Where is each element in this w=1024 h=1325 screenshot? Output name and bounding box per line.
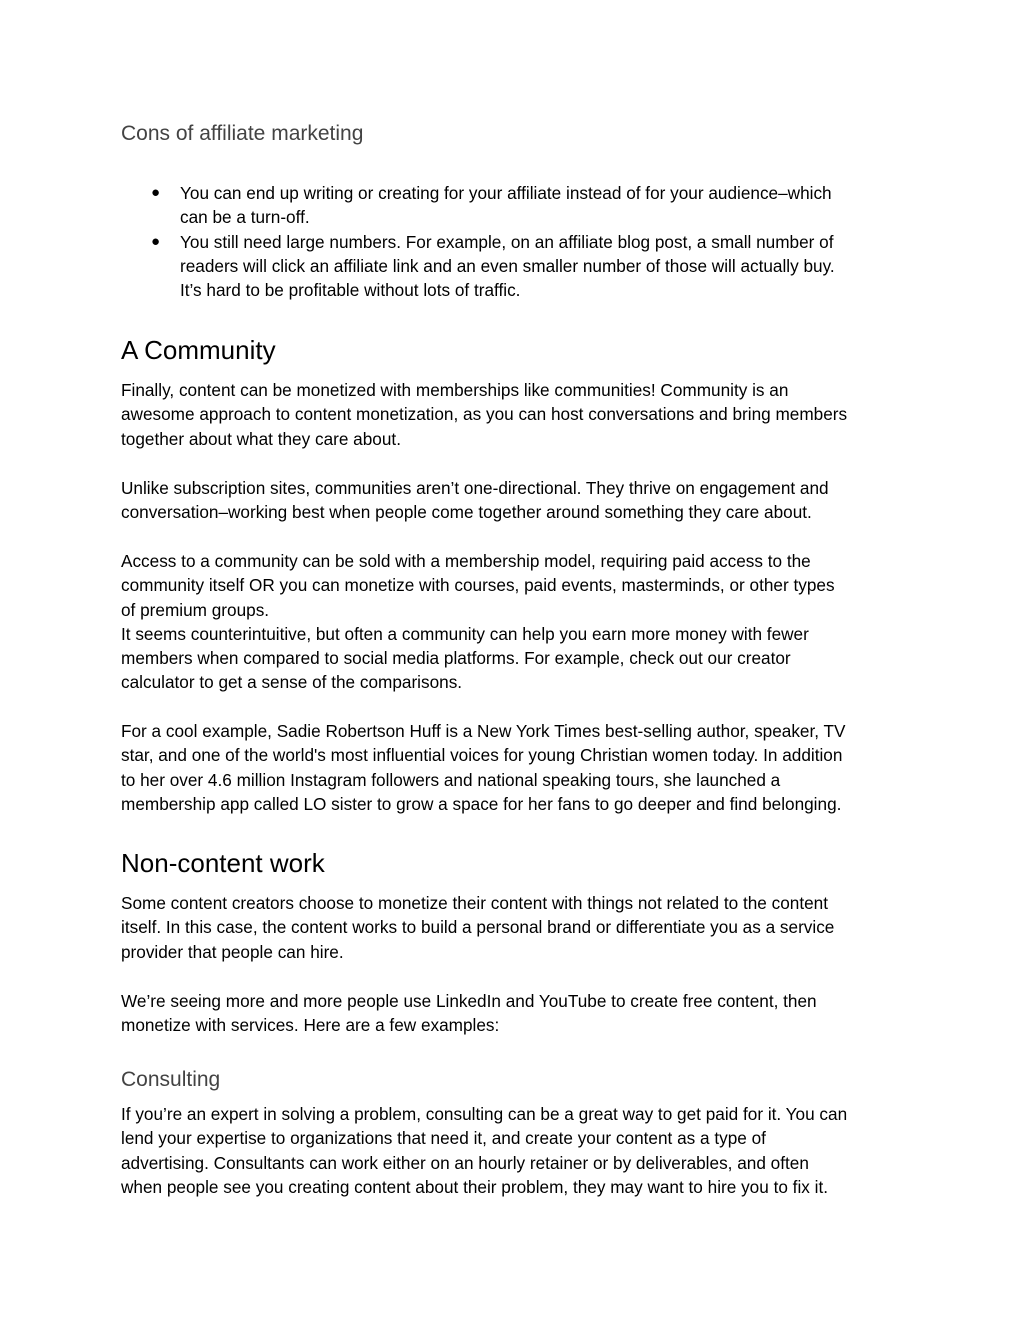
list-item-line: can be a turn-off. xyxy=(180,207,310,228)
noncontent-paragraph xyxy=(121,989,911,1038)
list-item xyxy=(121,230,911,303)
list-item xyxy=(121,181,911,230)
list-item-line: You still need large numbers. For example, on an affiliate blog post, a small number of xyxy=(180,231,834,252)
list-item-line: readers will click an affiliate link and an even smaller number of those will actually buy. xyxy=(180,255,835,276)
paragraph-line: to her over 4.6 million Instagram followers and national speaking tours, she launched a xyxy=(121,769,781,790)
paragraph-line: We’re seeing more and more people use LinkedIn and YouTube to create free content, then xyxy=(121,991,817,1011)
cons-heading: Cons of affiliate marketing xyxy=(121,122,364,145)
consulting-heading: Consulting xyxy=(121,1068,221,1091)
paragraph-line: membership app called LO sister to grow a space for her fans to go deeper and find belonging. xyxy=(121,793,842,814)
cons-list xyxy=(121,181,911,302)
noncontent-paragraph xyxy=(121,891,911,964)
list-item-line: It’s hard to be profitable without lots of traffic. xyxy=(180,280,521,301)
community-heading: A Community xyxy=(121,335,276,365)
paragraph-line: Unlike subscription sites, communities aren’t one-directional. They thrive on engagement and xyxy=(121,478,829,498)
paragraph-line: monetize with services. Here are a few examples: xyxy=(121,1015,500,1036)
bullet-icon: ● xyxy=(151,184,161,201)
consulting-paragraph xyxy=(121,1102,911,1199)
bullet-icon: ● xyxy=(151,232,161,250)
paragraph-line: together about what they care about. xyxy=(121,428,401,449)
paragraph-line: awesome approach to content monetization, as you can host conversations and bring members xyxy=(121,404,848,425)
paragraph-line: itself. In this case, the content works to build a personal brand or differentiate you as a service xyxy=(121,917,835,938)
paragraph-line: If you’re an expert in solving a problem, consulting can be a great way to get paid for it. You can xyxy=(121,1104,848,1124)
paragraph-line: For a cool example, Sadie Robertson Huff is a New York Times best-selling author, speaker, TV xyxy=(121,721,846,741)
paragraph-line: provider that people can hire. xyxy=(121,941,344,962)
paragraph-line: star, and one of the world's most influential voices for young Christian women today. In addition xyxy=(121,745,843,766)
paragraph-line: of premium groups. xyxy=(121,599,270,620)
community-paragraph xyxy=(121,549,911,695)
paragraph-line: It seems counterintuitive, but often a community can help you earn more money with fewer xyxy=(121,623,809,644)
paragraph-line: conversation–working best when people come together around something they care about. xyxy=(121,502,812,523)
community-paragraph xyxy=(121,476,911,525)
paragraph-line: Some content creators choose to monetize their content with things not related to the content xyxy=(121,893,829,913)
community-paragraph xyxy=(121,378,911,451)
paragraph-line: calculator to get a sense of the comparisons. xyxy=(121,672,463,693)
community-paragraph xyxy=(121,719,911,816)
paragraph-line: when people see you creating content about their problem, they may want to hire you to fix it. xyxy=(121,1176,829,1197)
paragraph-line: members when compared to social media platforms. For example, check out our creator xyxy=(121,648,791,669)
list-item-line: You can end up writing or creating for your affiliate instead of for your audience–which xyxy=(180,183,832,203)
paragraph-line: Finally, content can be monetized with memberships like communities! Community is an xyxy=(121,380,789,400)
noncontent-heading: Non-content work xyxy=(121,848,325,878)
paragraph-line: community itself OR you can monetize with courses, paid events, masterminds, or other types xyxy=(121,575,835,596)
paragraph-line: lend your expertise to organizations that need it, and create your content as a type of xyxy=(121,1128,766,1149)
paragraph-line: Access to a community can be sold with a membership model, requiring paid access to the xyxy=(121,551,811,571)
paragraph-line: advertising. Consultants can work either on an hourly retainer or by deliverables, and often xyxy=(121,1152,809,1173)
